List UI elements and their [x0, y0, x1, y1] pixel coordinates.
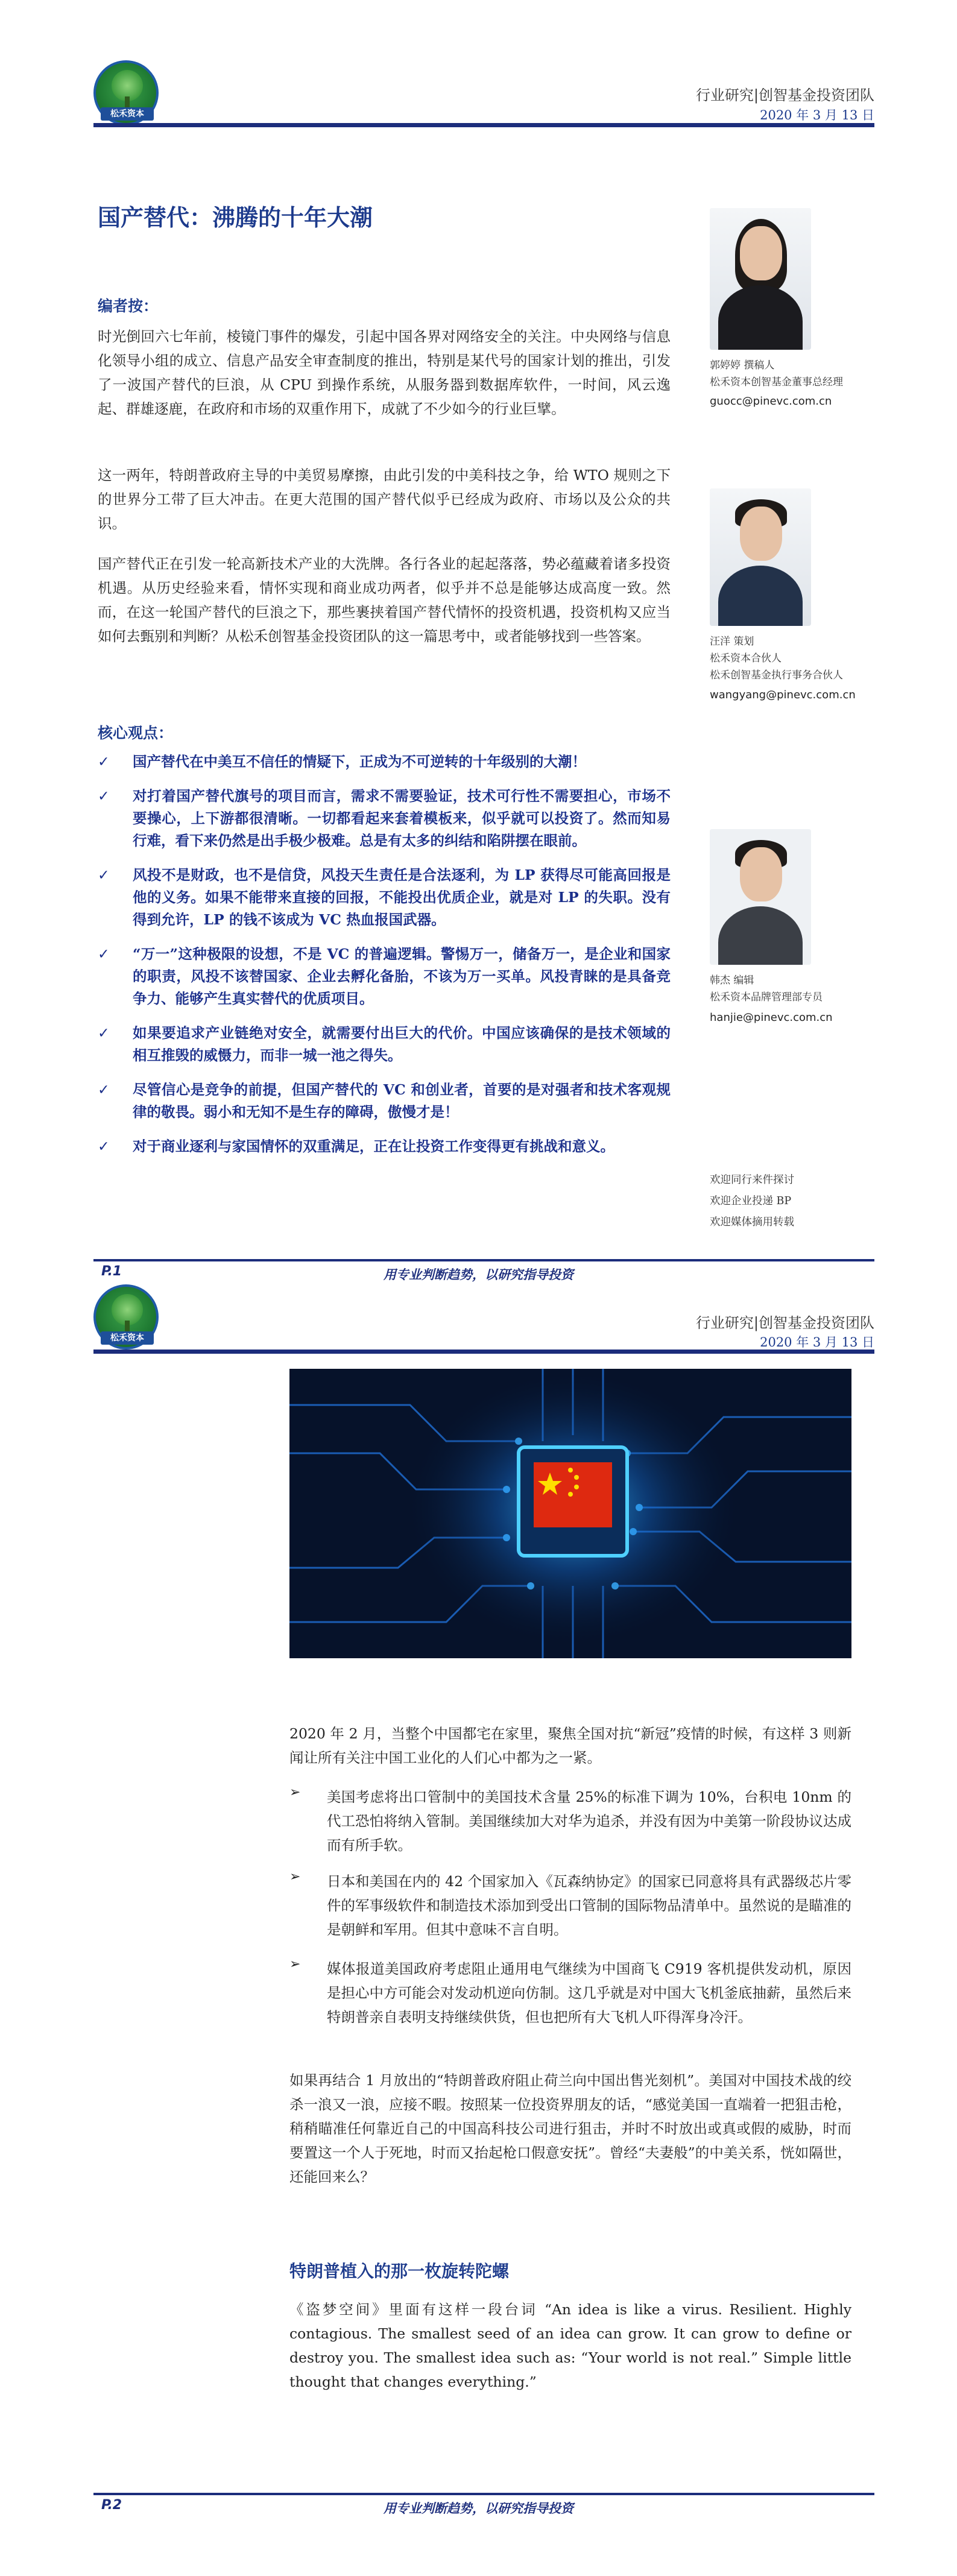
- key-point: ✓ “万一”这种极限的设想，不是 VC 的普遍逻辑。警惕万一，储备万一，是企业和国家的职责，风投不该替国家、企业去孵化备胎，不该为万一买单。风投青睐的是具备竞争力、能够产生真实替代的优质项目。: [98, 943, 671, 1010]
- key-point: ✓ 对打着国产替代旗号的项目而言，需求不需要验证，技术可行性不需要担心，市场不要操心，上下游都很清晰。一切都看起来套着模板来，似乎就可以投资了。然而知易行难，看下来仍然是出手极少极难。总是有太多的纠结和陷阱摆在眼前。: [98, 785, 671, 852]
- footer-slogan: 用专业判断趋势，以研究指导投资: [384, 2501, 573, 2516]
- author-photo: [710, 488, 811, 626]
- checkmark-icon: ✓: [98, 788, 110, 804]
- checkmark-icon: ✓: [98, 945, 110, 962]
- author-caption: 韩杰 编辑 松禾资本品牌管理部专员: [710, 974, 823, 1003]
- header-team: 行业研究|创智基金投资团队: [695, 87, 874, 104]
- welcome-notes: 欢迎同行来件探讨 欢迎企业投递 BP 欢迎媒体摘用转载: [710, 1174, 794, 1228]
- checkmark-icon: ✓: [98, 1138, 110, 1155]
- author-email: hanjie@pinevc.com.cn: [710, 1011, 833, 1024]
- company-logo: [93, 60, 159, 125]
- editor-note-label: 编者按：: [98, 297, 159, 315]
- key-points-label: 核心观点：: [98, 724, 174, 742]
- intro-paragraph: 2020 年 2 月，当整个中国都宅在家里，聚焦全国对抗“新冠”疫情的时候，有这样 3 则新闻让所有关注中国工业化的人们心中都为之一紧。: [289, 1725, 851, 1766]
- chip-flag-illustration: [289, 1369, 851, 1658]
- page-number: P.1: [101, 1264, 122, 1279]
- author-caption: 郭婷婷 撰稿人 松禾资本创智基金董事总经理: [710, 359, 843, 388]
- editor-paragraph: 时光倒回六七年前，棱镜门事件的爆发，引起中国各界对网络安全的关注。中央网络与信息化领导小组的成立、信息产品安全审查制度的推出，特别是某代号的国家计划的推出，引发了一波国产替代的巨浪，从 CPU 到操作系统，从服务器到数据库软件，一时间，风云逸起、群雄逐鹿，在政府和市场的双重作用下，成就了不少如今的行业巨擘。: [98, 328, 671, 417]
- company-logo: [93, 1284, 159, 1350]
- header-date: 2020 年 3 月 13 日: [760, 108, 874, 122]
- quote-paragraph: 《盗梦空间》里面有这样一段台词 “An idea is like a virus. Resilient. Highly contagious. The smallest seed of an idea can grow. It can grow to define or destroy you. The smallest idea such as: “Your world is not real.” Simple little thought that changes everything.”: [289, 2301, 851, 2390]
- editor-paragraph: 这一两年，特朗普政府主导的中美贸易摩擦，由此引发的中美科技之争，给 WTO 规则之下的世界分工带了巨大冲击。在更大范围的国产替代似乎已经成为政府、市场以及公众的共识。: [98, 467, 671, 532]
- analysis-paragraph: 如果再结合 1 月放出的“特朗普政府阻止荷兰向中国出售光刻机”。美国对中国技术战的绞杀一浪又一浪，应接不暇。按照某一位投资界朋友的话，“感觉美国一直端着一把狙击枪，稍稍瞄准任何靠近自己的中国高科技公司进行狙击，并时不时放出或真或假的威胁，时而要置这一个人于死地，时而又抬起枪口假意安抚”。曾经“夫妻般”的中美关系，恍如隔世，还能回来么？: [289, 2072, 851, 2185]
- key-point: ✓ 风投不是财政，也不是信贷，风投天生责任是合法逐利，为 LP 获得尽可能高回报是他的义务。如果不能带来直接的回报，不能投出优质企业，就是对 LP 的失职。没有得到允许，LP 的钱不该成为 VC 热血报国武器。: [98, 864, 671, 931]
- author-photo: [710, 829, 811, 965]
- arrow-bullet-icon: ➢: [289, 1785, 301, 1800]
- checkmark-icon: ✓: [98, 867, 110, 883]
- footer-divider: [93, 2493, 874, 2495]
- checkmark-icon: ✓: [98, 753, 110, 770]
- header-divider: [93, 123, 874, 127]
- footer-divider: [93, 1259, 874, 1261]
- arrow-bullet-icon: ➢: [289, 1957, 301, 1972]
- author-caption: 汪洋 策划 松禾资本合伙人 松禾创智基金执行事务合伙人: [710, 636, 843, 681]
- key-point: ✓ 如果要追求产业链绝对安全，就需要付出巨大的代价。中国应该确保的是技术领域的相互推毁的威慑力，而非一城一池之得失。: [98, 1022, 671, 1067]
- author-email: wangyang@pinevc.com.cn: [710, 689, 856, 701]
- logo-text: 松禾资本: [101, 107, 154, 121]
- header-divider: [93, 1350, 874, 1354]
- header-team: 行业研究|创智基金投资团队: [695, 1315, 874, 1331]
- page-title: 国产替代：沸腾的十年大潮: [98, 204, 373, 231]
- logo-text: 松禾资本: [101, 1331, 154, 1345]
- key-points-list: [98, 751, 671, 1170]
- author-photo: [710, 208, 811, 350]
- header-date: 2020 年 3 月 13 日: [760, 1335, 874, 1350]
- checkmark-icon: ✓: [98, 1081, 110, 1098]
- section-heading: 特朗普植入的那一枚旋转陀螺: [289, 2261, 510, 2281]
- checkmark-icon: ✓: [98, 1024, 110, 1041]
- editor-paragraph: 国产替代正在引发一轮高新技术产业的大洗牌。各行各业的起起落落，势必蕴藏着诸多投资机遇。从历史经验来看，情怀实现和商业成功两者，似乎并不总是能够达成高度一致。然而，在这一轮国产替代的巨浪之下，那些裹挟着国产替代情怀的投资机遇，投资机构又应当如何去甄别和判断？从松禾创智基金投资团队的这一篇思考中，或者能够找到一些答案。: [98, 555, 671, 645]
- arrow-bullet-icon: ➢: [289, 1869, 301, 1884]
- key-point: ✓ 对于商业逐利与家国情怀的双重满足，正在让投资工作变得更有挑战和意义。: [98, 1135, 671, 1158]
- page-number: P.2: [101, 2498, 122, 2513]
- footer-slogan: 用专业判断趋势，以研究指导投资: [384, 1267, 573, 1282]
- author-email: guocc@pinevc.com.cn: [710, 395, 832, 408]
- key-point: ✓ 尽管信心是竞争的前提，但国产替代的 VC 和创业者，首要的是对强者和技术客观规律的敬畏。弱小和无知不是生存的障碍，傲慢才是！: [98, 1079, 671, 1123]
- circuit-board-image: [289, 1369, 851, 1658]
- key-point: ✓ 国产替代在中美互不信任的情疑下，正成为不可逆转的十年级别的大潮！: [98, 751, 671, 773]
